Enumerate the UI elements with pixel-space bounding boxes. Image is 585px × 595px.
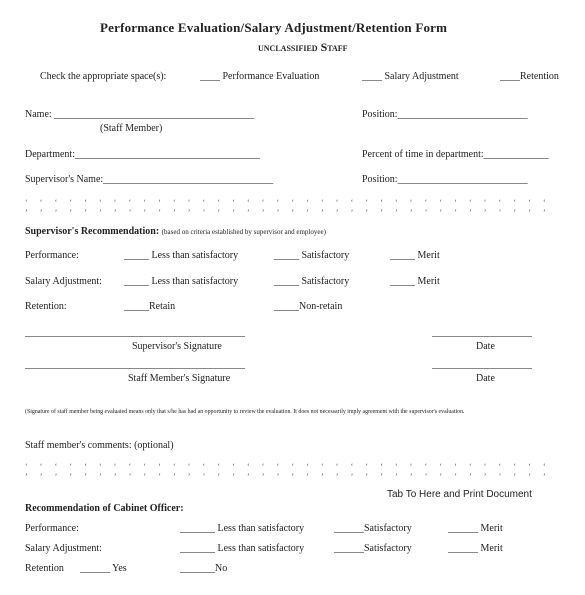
divider-tick-mark: ‘ ’ — [528, 198, 531, 217]
divider-tick-mark: ‘ ’ — [513, 462, 517, 481]
divider-tick-mark: ‘ ’ — [158, 462, 161, 481]
retain-option[interactable]: _____Retain — [124, 301, 176, 312]
supervisor-recommendation-note: (based on criteria established by supervisor and employee) — [161, 228, 326, 236]
divider-tick-mark: ‘ ’ — [247, 462, 250, 481]
divider-tick-mark: ‘ ’ — [528, 462, 531, 481]
divider-tick-mark: ‘ ’ — [69, 198, 73, 217]
divider-tick-mark: ‘ ’ — [365, 198, 369, 217]
retention-label: Retention: — [25, 301, 67, 312]
divider-tick-mark: ‘ ’ — [306, 462, 309, 481]
divider-tick-mark: ‘ ’ — [439, 462, 443, 481]
staff-signature-line[interactable]: ____________________________________________ — [25, 359, 245, 370]
divider-tick-mark: ‘ ’ — [424, 462, 428, 481]
divider-tick-mark: ‘ ’ — [321, 198, 324, 217]
staff-member-caption: (Staff Member) — [100, 123, 163, 134]
divider-tick-mark: ‘ ’ — [173, 462, 176, 481]
supervisor-recommendation-title: Supervisor's Recommendation: — [25, 226, 160, 237]
cabinet-performance-less-than-satisfactory[interactable]: _______ Less than satisfactory — [180, 523, 305, 534]
divider-tick-mark: ‘ ’ — [513, 198, 517, 217]
divider-tick-mark: ‘ ’ — [173, 198, 176, 217]
divider-tick-mark: ‘ ’ — [439, 198, 443, 217]
divider-tick-mark: ‘ ’ — [306, 198, 309, 217]
staff-comments-label[interactable]: Staff member's comments: (optional) — [25, 440, 174, 451]
salary-adjustment-label: Salary Adjustment: — [25, 276, 102, 287]
department-field[interactable]: Department:_____________________________________ — [25, 149, 260, 160]
divider-tick-mark: ‘ ’ — [469, 462, 472, 481]
divider-tick-mark: ‘ ’ — [113, 462, 117, 481]
divider-tick-mark: ‘ ’ — [232, 198, 235, 217]
divider-tick-mark: ‘ ’ — [143, 198, 147, 217]
cabinet-retention-yes[interactable]: ______ Yes — [80, 563, 127, 574]
divider-tick-mark: ‘ ’ — [217, 198, 221, 217]
divider-tick-mark: ‘ ’ — [291, 198, 295, 217]
divider-tick-mark: ‘ ’ — [543, 462, 546, 481]
divider-tick-mark: ‘ ’ — [232, 462, 235, 481]
supervisor-signature-caption: Supervisor's Signature — [132, 341, 222, 352]
divider-tick-mark: ‘ ’ — [247, 198, 250, 217]
divider-tick-mark: ‘ ’ — [469, 198, 472, 217]
divider-tick-mark: ‘ ’ — [276, 198, 280, 217]
performance-label: Performance: — [25, 250, 79, 261]
divider-tick-mark: ‘ ’ — [454, 198, 457, 217]
divider-tick-mark: ‘ ’ — [454, 462, 457, 481]
divider-tick-mark: ‘ ’ — [187, 462, 191, 481]
divider-tick-mark: ‘ ’ — [335, 462, 339, 481]
tab-print-instruction: Tab To Here and Print Document — [387, 489, 532, 500]
divider-tick-mark: ‘ ’ — [128, 198, 132, 217]
salary-merit[interactable]: _____ Merit — [390, 276, 440, 287]
divider-tick-mark: ‘ ’ — [187, 198, 191, 217]
divider-tick-mark: ‘ ’ — [69, 462, 73, 481]
name-field[interactable]: Name: ________________________________________ — [25, 109, 255, 120]
divider-tick-mark: ‘ ’ — [409, 462, 413, 481]
cabinet-performance-label: Performance: — [25, 523, 79, 534]
salary-less-than-satisfactory[interactable]: _____ Less than satisfactory — [124, 276, 239, 287]
form-title: Performance Evaluation/Salary Adjustment/Retention Form — [100, 20, 448, 35]
performance-evaluation-checkbox[interactable]: ____ Performance Evaluation — [200, 71, 320, 82]
staff-signature-caption: Staff Member's Signature — [128, 373, 231, 384]
divider-tick-mark: ‘ ’ — [424, 198, 428, 217]
supervisor-position-field[interactable]: Position:__________________________ — [362, 174, 528, 185]
staff-date-caption: Date — [476, 373, 495, 384]
divider-tick-mark: ‘ ’ — [39, 198, 43, 217]
divider-tick-mark: ‘ ’ — [380, 198, 383, 217]
performance-merit[interactable]: _____ Merit — [390, 250, 440, 261]
cabinet-salary-merit[interactable]: ______ Merit — [448, 543, 503, 554]
form-subtitle: unclassified Staff — [258, 40, 348, 54]
divider-tick-mark: ‘ ’ — [202, 462, 206, 481]
non-retain-option[interactable]: _____Non-retain — [274, 301, 343, 312]
cabinet-salary-satisfactory[interactable]: ______Satisfactory — [334, 543, 412, 554]
divider-tick-mark: ‘ ’ — [99, 462, 102, 481]
divider-tick-mark: ‘ ’ — [395, 462, 398, 481]
divider-tick-mark: ‘ ’ — [54, 198, 58, 217]
divider-tick-mark: ‘ ’ — [113, 198, 117, 217]
divider-tick-mark: ‘ ’ — [84, 462, 87, 481]
supervisor-recommendation-heading — [25, 226, 326, 238]
divider-tick-mark: ‘ ’ — [395, 198, 398, 217]
supervisor-date-line[interactable]: ____________________ — [432, 327, 532, 338]
divider-tick-mark: ‘ ’ — [380, 462, 383, 481]
divider-tick-mark: ‘ ’ — [543, 198, 546, 217]
divider-tick-mark: ‘ ’ — [498, 198, 502, 217]
divider-tick-mark: ‘ ’ — [39, 462, 43, 481]
divider-tick-mark: ‘ ’ — [291, 462, 295, 481]
divider-tick-mark: ‘ ’ — [276, 462, 280, 481]
salary-adjustment-checkbox[interactable]: ____ Salary Adjustment — [362, 71, 459, 82]
divider-tick-mark: ‘ ’ — [25, 198, 28, 217]
divider-tick-mark: ‘ ’ — [350, 198, 354, 217]
staff-date-line[interactable]: ____________________ — [432, 359, 532, 370]
cabinet-salary-label: Salary Adjustment: — [25, 543, 102, 554]
supervisor-signature-line[interactable]: ____________________________________________ — [25, 327, 245, 338]
divider-tick-mark: ‘ ’ — [365, 462, 369, 481]
cabinet-retention-label: Retention — [25, 563, 64, 574]
divider-tick-mark: ‘ ’ — [483, 198, 487, 217]
cabinet-performance-merit[interactable]: ______ Merit — [448, 523, 503, 534]
divider-tick-mark: ‘ ’ — [483, 462, 487, 481]
divider-tick-mark: ‘ ’ — [261, 198, 265, 217]
divider-tick-mark: ‘ ’ — [261, 462, 265, 481]
performance-less-than-satisfactory[interactable]: _____ Less than satisfactory — [124, 250, 239, 261]
divider-tick-mark: ‘ ’ — [409, 198, 413, 217]
divider-tick-mark: ‘ ’ — [350, 462, 354, 481]
divider-tick-mark: ‘ ’ — [321, 462, 324, 481]
divider-tick-mark: ‘ ’ — [143, 462, 147, 481]
check-instruction: Check the appropriate space(s): — [40, 71, 167, 82]
salary-satisfactory[interactable]: _____ Satisfactory — [274, 276, 350, 287]
divider-tick-mark: ‘ ’ — [25, 462, 28, 481]
divider-tick-mark: ‘ ’ — [217, 462, 221, 481]
divider-tick-mark: ‘ ’ — [202, 198, 206, 217]
divider-tick-mark: ‘ ’ — [54, 462, 58, 481]
cabinet-salary-less-than-satisfactory[interactable]: _______ Less than satisfactory — [180, 543, 305, 554]
position-field[interactable]: Position:__________________________ — [362, 109, 528, 120]
divider-tick-mark: ‘ ’ — [158, 198, 161, 217]
signature-disclaimer: (Signature of staff member being evaluated means only that s/he has had an opportunity to review the evaluation. It does not necessarily imply agreement with the supervisor's evaluation. — [25, 409, 465, 415]
cabinet-recommendation-heading: Recommendation of Cabinet Officer: — [25, 503, 184, 514]
retention-checkbox[interactable]: ____Retention — [500, 71, 559, 82]
supervisor-date-caption: Date — [476, 341, 495, 352]
divider-tick-mark: ‘ ’ — [99, 198, 102, 217]
divider-tick-mark: ‘ ’ — [335, 198, 339, 217]
cabinet-retention-no[interactable]: _______No — [180, 563, 228, 574]
divider-tick-mark: ‘ ’ — [128, 462, 132, 481]
cabinet-performance-satisfactory[interactable]: ______Satisfactory — [334, 523, 412, 534]
supervisor-name-field[interactable]: Supervisor's Name:__________________________________ — [25, 174, 274, 185]
performance-satisfactory[interactable]: _____ Satisfactory — [274, 250, 350, 261]
divider-tick-mark: ‘ ’ — [84, 198, 87, 217]
percent-time-field[interactable]: Percent of time in department:_____________ — [362, 149, 549, 160]
divider-tick-mark: ‘ ’ — [498, 462, 502, 481]
